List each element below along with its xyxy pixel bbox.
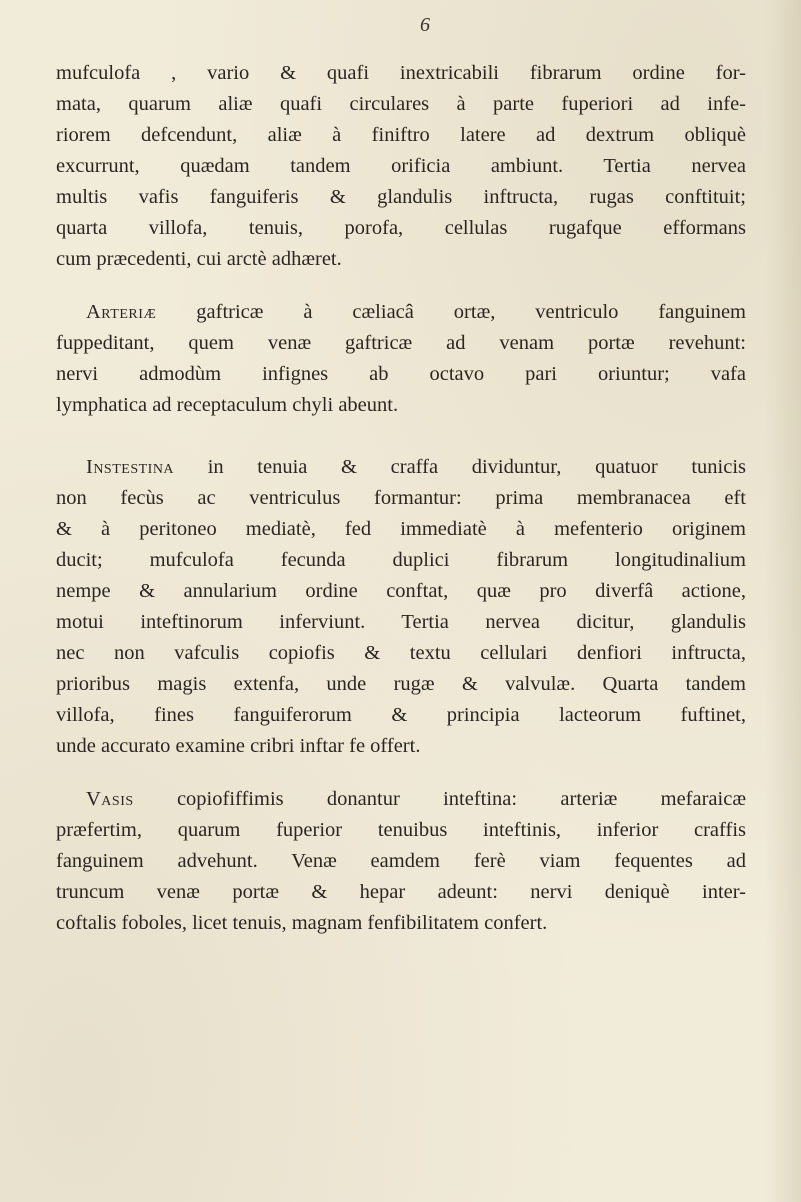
- text-line: Instestina in tenuia & craffa dividuntur, quatuor tunicis: [86, 456, 746, 478]
- text-line: prioribus magis extenfa, unde rugæ & valvulæ. Quarta tandem: [56, 673, 746, 695]
- page-number: 6: [420, 14, 430, 36]
- text-line: excurrunt, quædam tandem orificia ambiunt. Tertia nervea: [56, 155, 746, 177]
- paragraph-3: [56, 452, 746, 762]
- text-line: Arteriæ gaftricæ à cæliacâ ortæ, ventriculo fanguinem: [86, 301, 746, 323]
- text-line: coftalis foboles, licet tenuis, magnam fenfibilitatem confert.: [56, 912, 548, 934]
- text-line: motui inteftinorum inferviunt. Tertia nervea dicitur, glandulis: [56, 611, 746, 633]
- text-line: nervi admodùm infignes ab octavo pari oriuntur; vafa: [56, 363, 746, 385]
- text-line: non fecùs ac ventriculus formantur: prima membranacea eft: [56, 487, 746, 509]
- text-line: mata, quarum aliæ quafi circulares à parte fuperiori ad infe-: [56, 93, 746, 115]
- page-edge-shading: [765, 0, 801, 1202]
- paragraph-lead: Arteriæ: [86, 301, 157, 323]
- text-line: fanguinem advehunt. Venæ eamdem ferè viam fequentes ad: [56, 850, 746, 872]
- text-line: unde accurato examine cribri inftar fe offert.: [56, 735, 421, 757]
- body-text: [56, 58, 746, 939]
- text-line: ducit; mufculofa fecunda duplici fibrarum longitudinalium: [56, 549, 746, 571]
- text-line: lymphatica ad receptaculum chyli abeunt.: [56, 394, 399, 416]
- text-line: quarta villofa, tenuis, porofa, cellulas rugafque efformans: [56, 217, 746, 239]
- paragraph-lead: Instestina: [86, 456, 175, 478]
- text-line: fuppeditant, quem venæ gaftricæ ad venam portæ revehunt:: [56, 332, 746, 354]
- text-line: multis vafis fanguiferis & glandulis inftructa, rugas conftituit;: [56, 186, 746, 208]
- text-line: præfertim, quarum fuperior tenuibus inteftinis, inferior craffis: [56, 819, 746, 841]
- text-line: & à peritoneo mediatè, fed immediatè à mefenterio originem: [56, 518, 746, 540]
- paragraph-4: [56, 784, 746, 939]
- text-line: truncum venæ portæ & hepar adeunt: nervi deniquè inter-: [56, 881, 746, 903]
- paragraph-1: [56, 58, 746, 275]
- text-line: cum præcedenti, cui arctè adhæret.: [56, 248, 342, 270]
- text-line: villofa, fines fanguiferorum & principia lacteorum fuftinet,: [56, 704, 746, 726]
- paragraph-2: [56, 297, 746, 421]
- paragraph-lead: Vasis: [86, 788, 134, 810]
- text-line: Vasis copiofiffimis donantur inteftina: arteriæ mefaraicæ: [86, 788, 746, 810]
- text-line: nempe & annularium ordine conftat, quæ pro diverfâ actione,: [56, 580, 746, 602]
- text-line: riorem defcendunt, aliæ à finiftro latere ad dextrum obliquè: [56, 124, 746, 146]
- text-line: mufculofa , vario & quafi inextricabili fibrarum ordine for-: [56, 62, 746, 84]
- text-line: nec non vafculis copiofis & textu cellulari denfiori inftructa,: [56, 642, 746, 664]
